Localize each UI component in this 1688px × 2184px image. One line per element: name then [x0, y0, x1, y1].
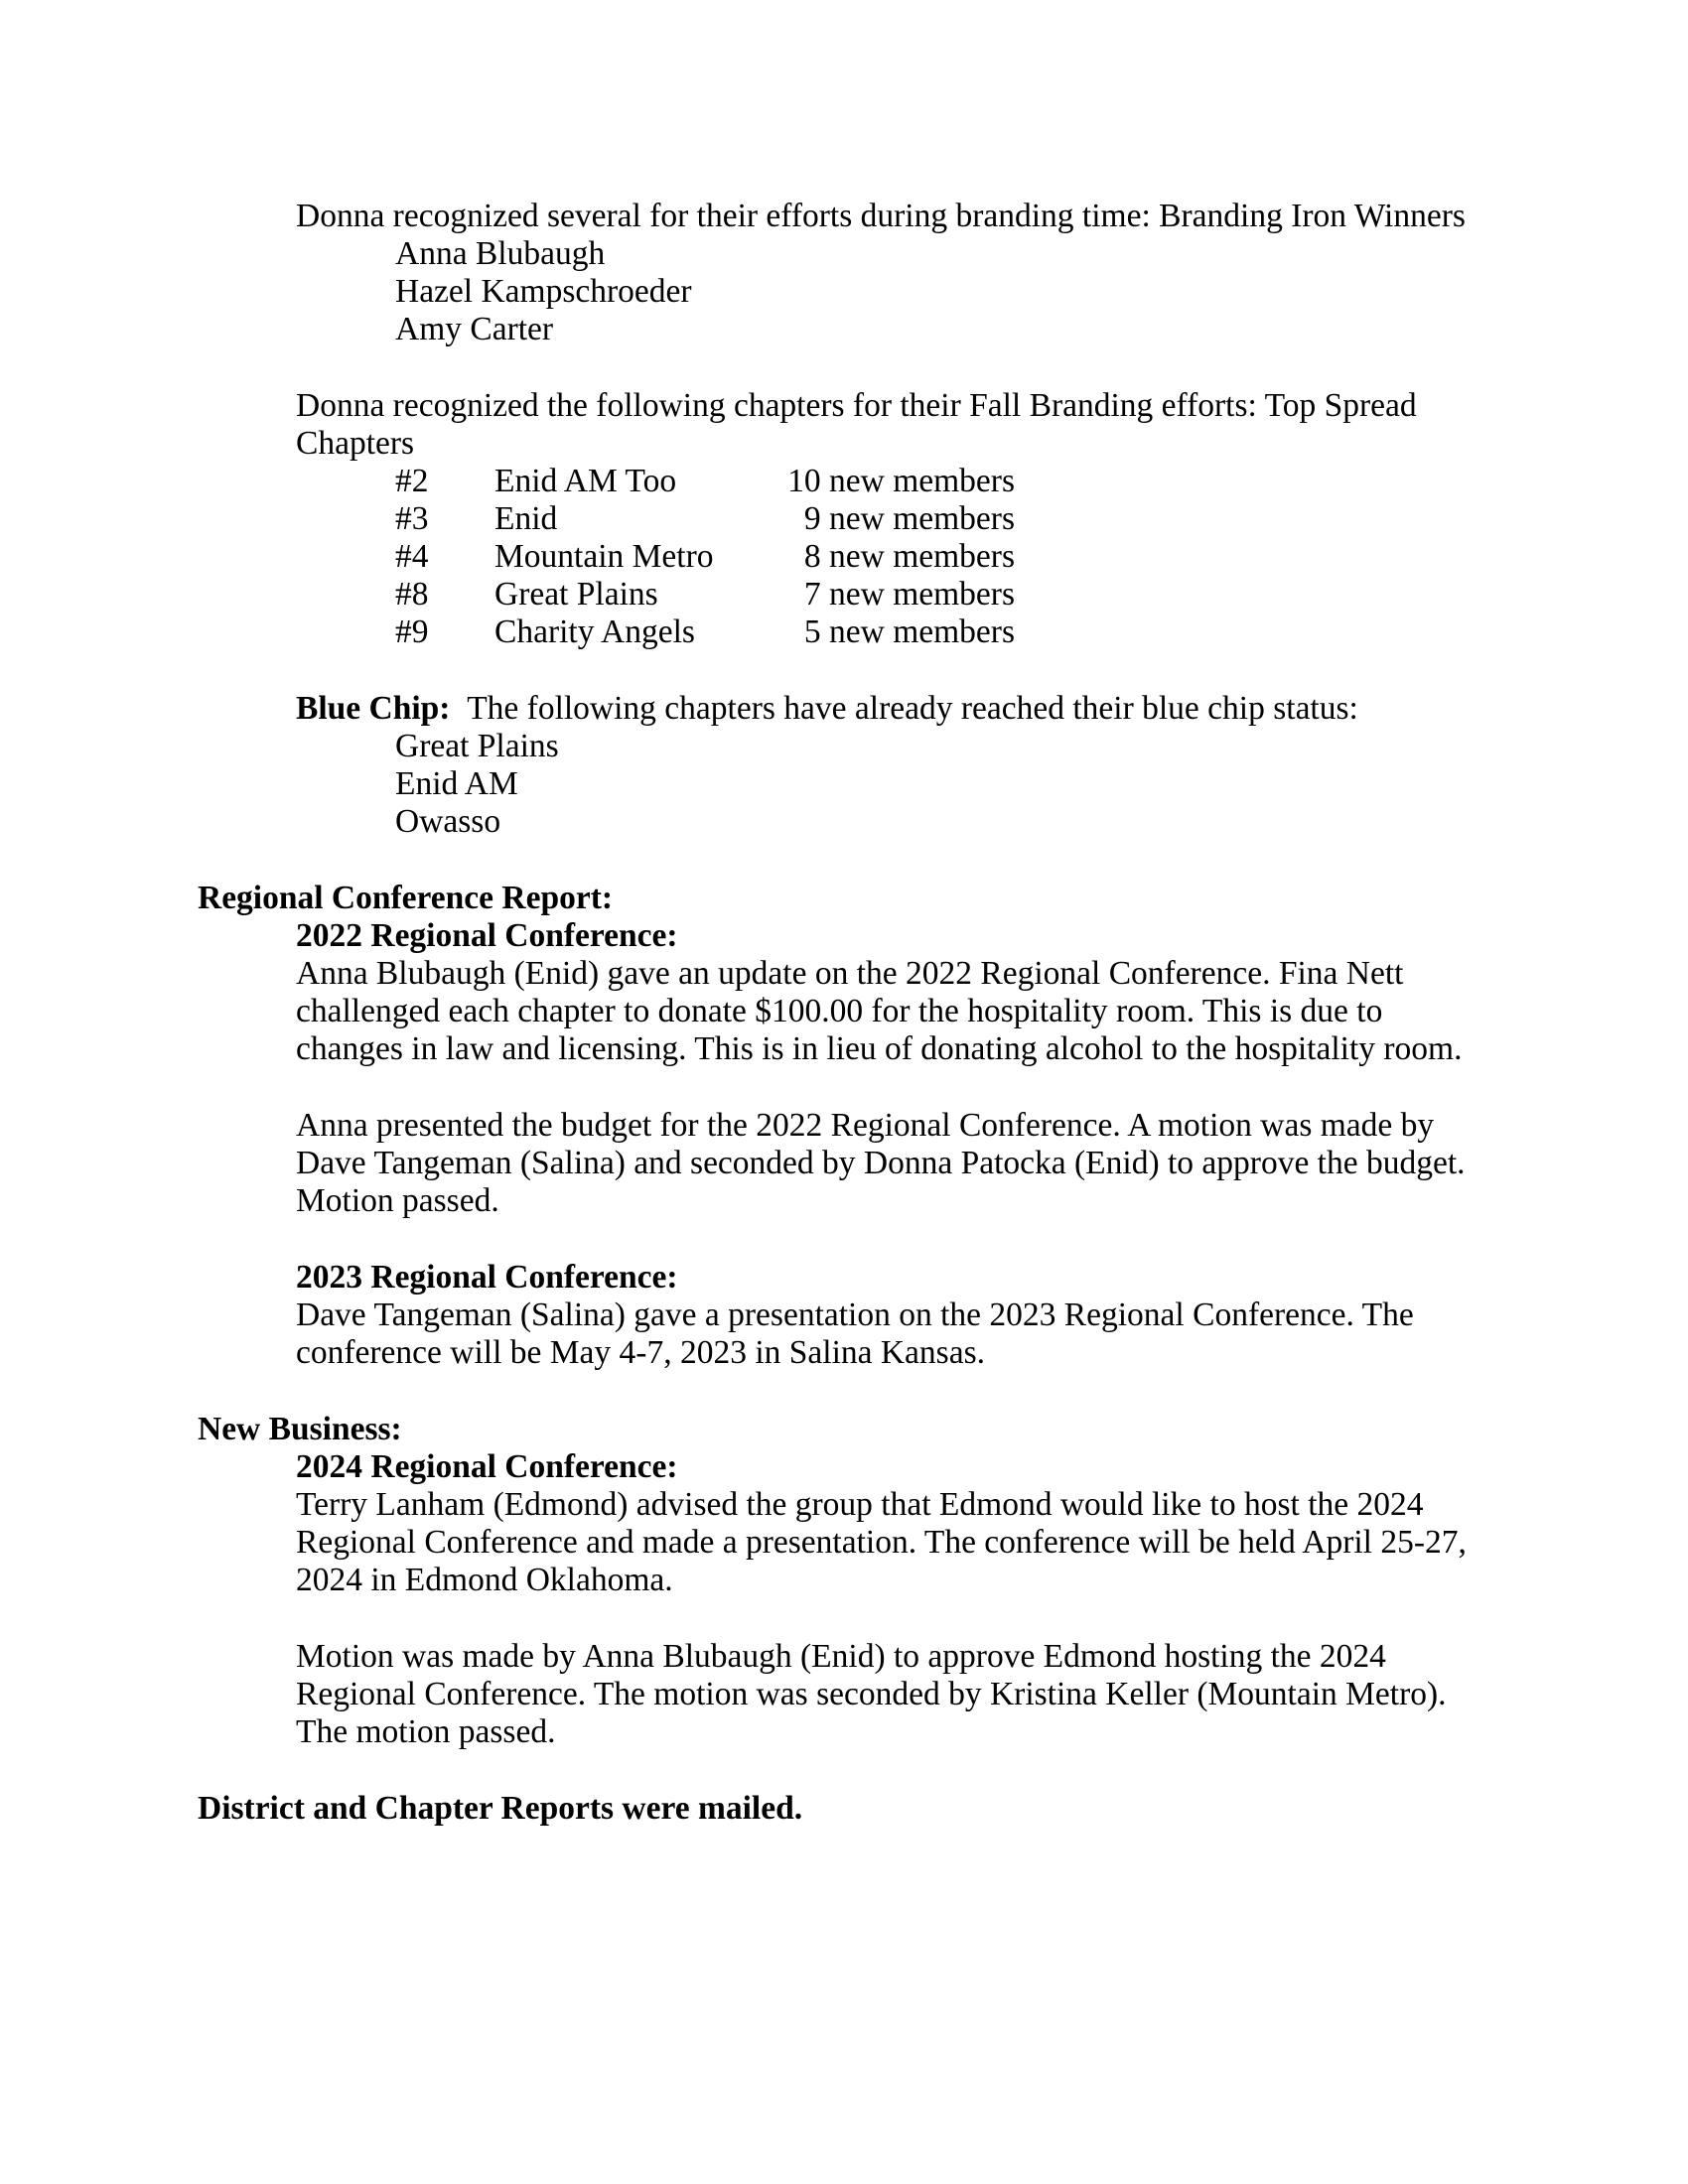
chapter-members: 10 new members — [787, 463, 1015, 499]
chapter-name: Great Plains — [494, 576, 658, 613]
paragraph-line: challenged each chapter to donate $100.00 for the hospitality room. This is due to — [296, 993, 1383, 1029]
chapter-name: Charity Angels — [494, 614, 695, 650]
chapter-name: Enid — [494, 500, 558, 537]
paragraph-line: 2024 in Edmond Oklahoma. — [296, 1562, 673, 1598]
conf-2023-heading: 2023 Regional Conference: — [296, 1259, 678, 1296]
chapter-rank: #3 — [395, 500, 429, 537]
conf-2022-heading: 2022 Regional Conference: — [296, 917, 678, 954]
paragraph-line: conference will be May 4-7, 2023 in Salina Kansas. — [296, 1334, 985, 1371]
chapter-members: 9 new members — [803, 500, 1015, 537]
blue-chip-line — [296, 690, 1358, 728]
blue-chip-chapter: Enid AM — [395, 765, 518, 802]
chapter-name: Mountain Metro — [494, 538, 714, 575]
paragraph-line: Anna Blubaugh (Enid) gave an update on the 2022 Regional Conference. Fina Nett — [296, 955, 1404, 992]
winner-name: Amy Carter — [395, 311, 554, 347]
chapter-members: 8 new members — [803, 538, 1015, 575]
closing-statement: District and Chapter Reports were mailed. — [198, 1790, 803, 1827]
paragraph-line: The motion passed. — [296, 1713, 556, 1750]
paragraph-line: Regional Conference and made a presentation. The conference will be held April 25-27, — [296, 1524, 1467, 1561]
chapter-members: 5 new members — [803, 614, 1015, 650]
blue-chip-label: Blue Chip: — [296, 690, 451, 727]
paragraph-line: Regional Conference. The motion was seconded by Kristina Keller (Mountain Metro). — [296, 1676, 1447, 1712]
new-business-heading: New Business: — [198, 1411, 402, 1447]
paragraph-line: Dave Tangeman (Salina) gave a presentation on the 2023 Regional Conference. The — [296, 1297, 1414, 1333]
conf-2024-heading: 2024 Regional Conference: — [296, 1448, 678, 1485]
fall-branding-intro-cont: Chapters — [296, 425, 415, 462]
chapter-rank: #4 — [395, 538, 429, 575]
paragraph-line: Motion passed. — [296, 1182, 499, 1219]
fall-branding-intro: Donna recognized the following chapters for their Fall Branding efforts: Top Spread — [296, 387, 1417, 424]
chapter-rank: #9 — [395, 614, 429, 650]
winner-name: Hazel Kampschroeder — [395, 273, 692, 310]
paragraph-line: Terry Lanham (Edmond) advised the group that Edmond would like to host the 2024 — [296, 1486, 1424, 1523]
blue-chip-chapter: Owasso — [395, 803, 501, 840]
paragraph-line: Anna presented the budget for the 2022 Regional Conference. A motion was made by — [296, 1107, 1435, 1144]
branding-intro: Donna recognized several for their efforts during branding time: Branding Iron Winners — [296, 198, 1466, 234]
paragraph-line: changes in law and licensing. This is in lieu of donating alcohol to the hospitality room. — [296, 1030, 1463, 1067]
paragraph-line: Motion was made by Anna Blubaugh (Enid) to approve Edmond hosting the 2024 — [296, 1638, 1386, 1675]
paragraph-line: Dave Tangeman (Salina) and seconded by Donna Patocka (Enid) to approve the budget. — [296, 1145, 1466, 1181]
winner-name: Anna Blubaugh — [395, 235, 606, 272]
chapter-members: 7 new members — [803, 576, 1015, 613]
blue-chip-text: The following chapters have already reached their blue chip status: — [467, 690, 1358, 727]
regional-report-heading: Regional Conference Report: — [198, 880, 614, 916]
chapter-rank: #2 — [395, 463, 429, 499]
chapter-name: Enid AM Too — [494, 463, 677, 499]
chapter-rank: #8 — [395, 576, 429, 613]
blue-chip-chapter: Great Plains — [395, 728, 559, 764]
